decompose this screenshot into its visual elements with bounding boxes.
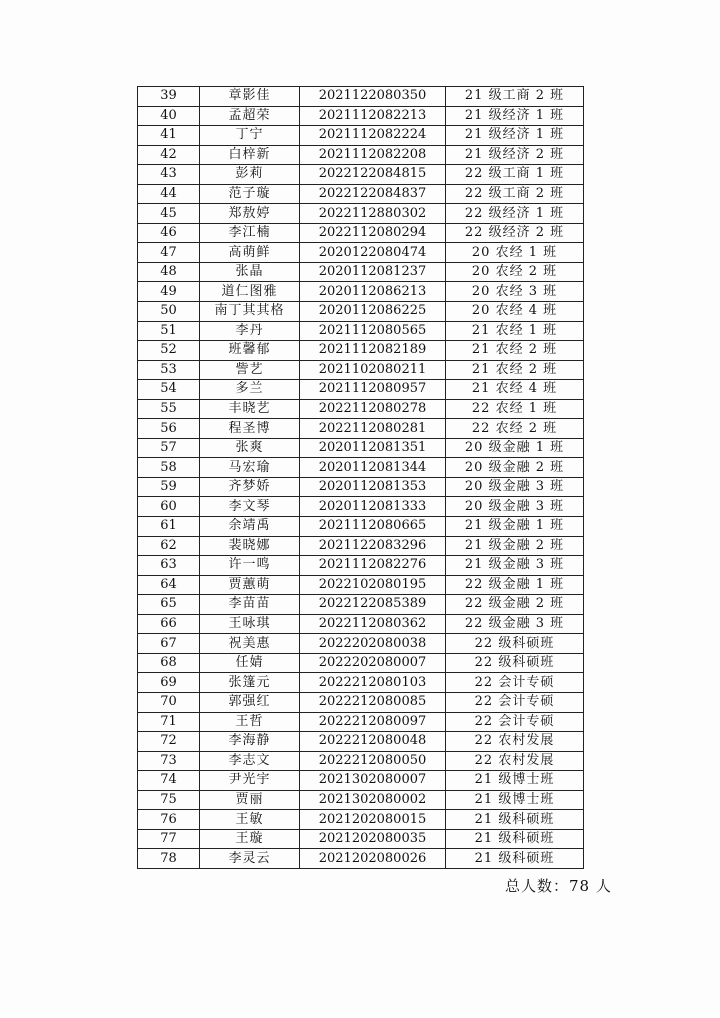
row-number-cell: 69 [138,673,200,693]
student-name-cell: 王敏 [200,810,300,830]
row-number-cell: 51 [138,321,200,341]
table-row [138,458,584,478]
table-row [138,653,584,673]
class-name-cell: 21 级科硕班 [446,849,584,869]
table-row [138,575,584,595]
student-name-cell: 孟超荣 [200,106,300,126]
class-name-cell: 20 级金融 3 班 [446,477,584,497]
student-name-cell: 余靖禹 [200,517,300,537]
student-roster-table [137,86,584,869]
row-number-cell: 75 [138,790,200,810]
student-id-cell: 2022212080050 [300,751,446,771]
student-name-cell: 李文琴 [200,497,300,517]
row-number-cell: 63 [138,556,200,576]
student-id-cell: 2022212080103 [300,673,446,693]
row-number-cell: 41 [138,126,200,146]
student-id-cell: 2021202080035 [300,829,446,849]
table-row [138,810,584,830]
total-count: 总人数：78 人 [505,877,612,895]
student-id-cell: 2020112081353 [300,477,446,497]
table-row [138,556,584,576]
table-row [138,106,584,126]
student-name-cell: 彭莉 [200,165,300,185]
class-name-cell: 21 农经 2 班 [446,360,584,380]
class-name-cell: 22 级金融 1 班 [446,575,584,595]
class-name-cell: 21 级科硕班 [446,810,584,830]
table-row [138,751,584,771]
class-name-cell: 22 农经 2 班 [446,419,584,439]
class-name-cell: 22 级科硕班 [446,653,584,673]
row-number-cell: 65 [138,595,200,615]
table-row [138,692,584,712]
class-name-cell: 22 级经济 2 班 [446,223,584,243]
student-name-cell: 丰晓艺 [200,399,300,419]
student-name-cell: 李江楠 [200,223,300,243]
student-name-cell: 马宏瑜 [200,458,300,478]
row-number-cell: 68 [138,653,200,673]
class-name-cell: 22 级工商 2 班 [446,184,584,204]
student-id-cell: 2021112082208 [300,145,446,165]
student-id-cell: 2022122084815 [300,165,446,185]
student-name-cell: 任婧 [200,653,300,673]
row-number-cell: 71 [138,712,200,732]
student-name-cell: 李海静 [200,732,300,752]
student-name-cell: 祝美惠 [200,634,300,654]
row-number-cell: 39 [138,87,200,107]
student-name-cell: 尹光宇 [200,771,300,791]
student-id-cell: 2022112080362 [300,614,446,634]
student-id-cell: 2021112082276 [300,556,446,576]
roster-table-body [138,87,584,869]
row-number-cell: 52 [138,341,200,361]
student-name-cell: 齐梦娇 [200,477,300,497]
row-number-cell: 43 [138,165,200,185]
class-name-cell: 21 农经 2 班 [446,341,584,361]
student-id-cell: 2020112081344 [300,458,446,478]
student-id-cell: 2021112080665 [300,517,446,537]
class-name-cell: 21 农经 1 班 [446,321,584,341]
student-name-cell: 高萌鲜 [200,243,300,263]
student-name-cell: 李志文 [200,751,300,771]
table-row [138,829,584,849]
row-number-cell: 62 [138,536,200,556]
row-number-cell: 46 [138,223,200,243]
row-number-cell: 59 [138,477,200,497]
class-name-cell: 22 会计专硕 [446,692,584,712]
class-name-cell: 21 级金融 2 班 [446,536,584,556]
student-name-cell: 訾艺 [200,360,300,380]
table-row [138,262,584,282]
student-id-cell: 2021112082224 [300,126,446,146]
row-number-cell: 77 [138,829,200,849]
student-id-cell: 2021112082213 [300,106,446,126]
table-row [138,614,584,634]
student-name-cell: 南丁其其格 [200,302,300,322]
table-row [138,341,584,361]
class-name-cell: 20 级金融 1 班 [446,438,584,458]
class-name-cell: 22 级经济 1 班 [446,204,584,224]
student-id-cell: 2022112080278 [300,399,446,419]
class-name-cell: 20 农经 3 班 [446,282,584,302]
student-id-cell: 2021102080211 [300,360,446,380]
student-name-cell: 班馨郁 [200,341,300,361]
student-id-cell: 2021122080350 [300,87,446,107]
table-row [138,849,584,869]
row-number-cell: 78 [138,849,200,869]
student-name-cell: 王璇 [200,829,300,849]
student-name-cell: 贾蕙萌 [200,575,300,595]
student-id-cell: 2021302080007 [300,771,446,791]
student-name-cell: 张晶 [200,262,300,282]
table-row [138,302,584,322]
row-number-cell: 60 [138,497,200,517]
table-row [138,712,584,732]
student-name-cell: 郭强红 [200,692,300,712]
class-name-cell: 21 级经济 1 班 [446,126,584,146]
table-row [138,145,584,165]
row-number-cell: 44 [138,184,200,204]
student-id-cell: 2022212080048 [300,732,446,752]
row-number-cell: 54 [138,380,200,400]
class-name-cell: 21 级工商 2 班 [446,87,584,107]
student-name-cell: 张篷元 [200,673,300,693]
row-number-cell: 58 [138,458,200,478]
class-name-cell: 22 农村发展 [446,732,584,752]
table-row [138,438,584,458]
student-id-cell: 2020112086225 [300,302,446,322]
student-name-cell: 范子璇 [200,184,300,204]
table-row [138,204,584,224]
table-row [138,223,584,243]
student-id-cell: 2020112081237 [300,262,446,282]
table-row [138,732,584,752]
student-id-cell: 2021202080026 [300,849,446,869]
student-name-cell: 章影佳 [200,87,300,107]
student-id-cell: 2021112082189 [300,341,446,361]
student-id-cell: 2022112080294 [300,223,446,243]
row-number-cell: 49 [138,282,200,302]
student-name-cell: 王哲 [200,712,300,732]
student-id-cell: 2021112080565 [300,321,446,341]
row-number-cell: 66 [138,614,200,634]
row-number-cell: 73 [138,751,200,771]
row-number-cell: 61 [138,517,200,537]
student-name-cell: 贾丽 [200,790,300,810]
student-name-cell: 李灵云 [200,849,300,869]
table-row [138,399,584,419]
table-row [138,243,584,263]
class-name-cell: 21 级经济 1 班 [446,106,584,126]
class-name-cell: 21 级博士班 [446,771,584,791]
table-row [138,380,584,400]
table-row [138,673,584,693]
row-number-cell: 64 [138,575,200,595]
row-number-cell: 42 [138,145,200,165]
table-row [138,419,584,439]
table-row [138,165,584,185]
class-name-cell: 20 农经 4 班 [446,302,584,322]
student-name-cell: 丁宁 [200,126,300,146]
student-id-cell: 2020112081333 [300,497,446,517]
student-name-cell: 程圣博 [200,419,300,439]
table-row [138,184,584,204]
student-id-cell: 2020112086213 [300,282,446,302]
student-id-cell: 2022102080195 [300,575,446,595]
class-name-cell: 21 级科硕班 [446,829,584,849]
row-number-cell: 74 [138,771,200,791]
class-name-cell: 22 级金融 3 班 [446,614,584,634]
class-name-cell: 22 农村发展 [446,751,584,771]
class-name-cell: 22 级工商 1 班 [446,165,584,185]
table-row [138,771,584,791]
table-row [138,477,584,497]
row-number-cell: 55 [138,399,200,419]
student-name-cell: 王咏琪 [200,614,300,634]
row-number-cell: 47 [138,243,200,263]
class-name-cell: 22 会计专硕 [446,712,584,732]
student-id-cell: 2021202080015 [300,810,446,830]
student-id-cell: 2020112081351 [300,438,446,458]
student-id-cell: 2022122085389 [300,595,446,615]
table-row [138,790,584,810]
row-number-cell: 76 [138,810,200,830]
student-name-cell: 张爽 [200,438,300,458]
student-name-cell: 裴晓娜 [200,536,300,556]
row-number-cell: 50 [138,302,200,322]
table-row [138,321,584,341]
class-name-cell: 20 级金融 2 班 [446,458,584,478]
student-name-cell: 李丹 [200,321,300,341]
row-number-cell: 40 [138,106,200,126]
student-id-cell: 2021112080957 [300,380,446,400]
table-row [138,497,584,517]
student-name-cell: 郑敖婷 [200,204,300,224]
student-id-cell: 2022202080007 [300,653,446,673]
table-row [138,360,584,380]
row-number-cell: 56 [138,419,200,439]
class-name-cell: 21 级博士班 [446,790,584,810]
student-id-cell: 2020122080474 [300,243,446,263]
class-name-cell: 20 农经 2 班 [446,262,584,282]
student-id-cell: 2022202080038 [300,634,446,654]
row-number-cell: 45 [138,204,200,224]
student-id-cell: 2021302080002 [300,790,446,810]
class-name-cell: 21 级金融 1 班 [446,517,584,537]
row-number-cell: 72 [138,732,200,752]
class-name-cell: 20 农经 1 班 [446,243,584,263]
student-id-cell: 2022212080085 [300,692,446,712]
class-name-cell: 21 农经 4 班 [446,380,584,400]
student-id-cell: 2022212080097 [300,712,446,732]
table-row [138,536,584,556]
class-name-cell: 22 农经 1 班 [446,399,584,419]
row-number-cell: 48 [138,262,200,282]
table-row [138,517,584,537]
student-id-cell: 2022112080281 [300,419,446,439]
class-name-cell: 22 级科硕班 [446,634,584,654]
student-id-cell: 2022112880302 [300,204,446,224]
class-name-cell: 20 级金融 3 班 [446,497,584,517]
student-name-cell: 白梓新 [200,145,300,165]
student-id-cell: 2022122084837 [300,184,446,204]
row-number-cell: 57 [138,438,200,458]
student-id-cell: 2021122083296 [300,536,446,556]
row-number-cell: 70 [138,692,200,712]
table-row [138,282,584,302]
student-name-cell: 许一鸣 [200,556,300,576]
student-name-cell: 道仁图雅 [200,282,300,302]
row-number-cell: 53 [138,360,200,380]
row-number-cell: 67 [138,634,200,654]
class-name-cell: 22 级金融 2 班 [446,595,584,615]
table-row [138,126,584,146]
table-row [138,595,584,615]
table-row [138,87,584,107]
class-name-cell: 21 级金融 3 班 [446,556,584,576]
student-name-cell: 多兰 [200,380,300,400]
class-name-cell: 22 会计专硕 [446,673,584,693]
class-name-cell: 21 级经济 2 班 [446,145,584,165]
student-name-cell: 李苗苗 [200,595,300,615]
table-row [138,634,584,654]
